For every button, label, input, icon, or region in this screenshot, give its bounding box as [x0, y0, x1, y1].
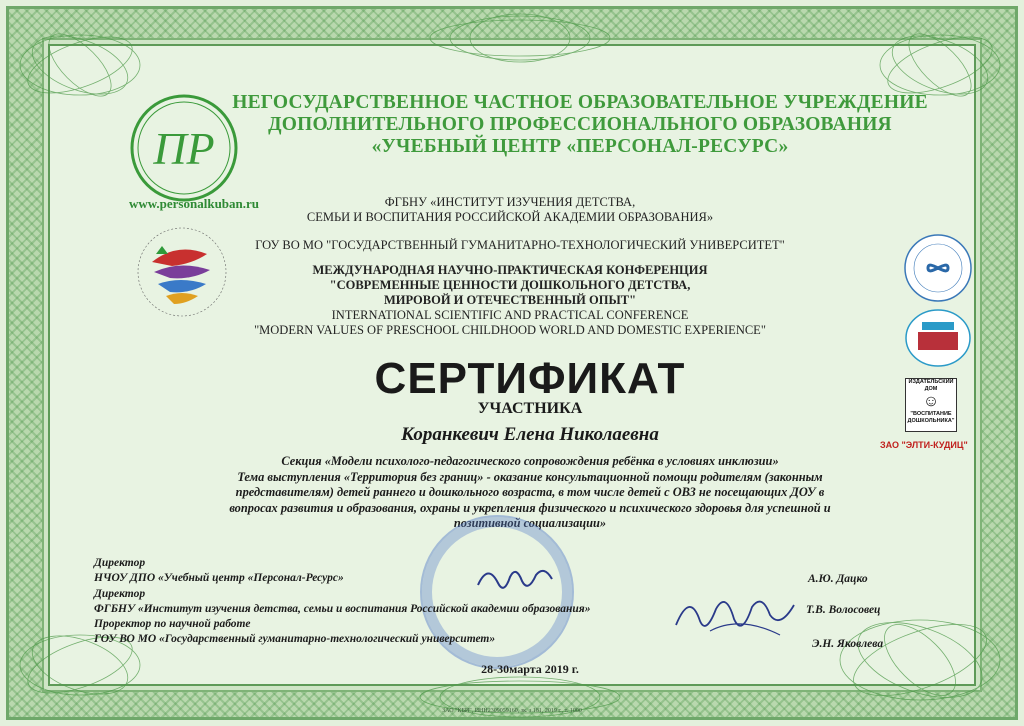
- cohost-1-line-2: СЕМЬИ И ВОСПИТАНИЯ РОССИЙСКОЙ АКАДЕМИИ ОБРАЗОВАНИЯ»: [306, 210, 714, 224]
- personal-resurs-logo: [128, 92, 240, 204]
- cohost-1-line-1: ФГБНУ «ИНСТИТУТ ИЗУЧЕНИЯ ДЕТСТВА,: [384, 195, 636, 209]
- presentation-topic: [150, 454, 910, 532]
- cohost-2: ГОУ ВО МО "ГОСУДАРСТВЕННЫЙ ГУМАНИТАРНО-ТЕХНОЛОГИЧЕСКИЙ УНИВЕРСИТЕТ": [255, 238, 785, 252]
- signatory-1-name: А.Ю. Дацко: [808, 573, 868, 585]
- signature-datsko: [470, 555, 560, 605]
- recipient-name: Коранкевич Елена Николаевна: [401, 424, 659, 445]
- organization-line-2: ДОПОЛНИТЕЛЬНОГО ПРОФЕССИОНАЛЬНОГО ОБРАЗОВАНИЯ: [268, 114, 892, 135]
- signatory-1-role: Директор: [94, 557, 146, 569]
- print-footer: ЗАО "КБИ", ИНН2309059160, зк. з.181, 2019 г., т. 1000: [442, 708, 582, 714]
- signature-volosovets: [670, 585, 800, 645]
- topic-line-3: вопросах развития и образования, охраны и укрепления физического и психического здоровья для успешной и: [229, 500, 831, 515]
- university-emblem-icon: [904, 308, 972, 368]
- infinity-emblem-icon: [902, 232, 974, 304]
- child-figure-icon: ☺: [922, 393, 940, 410]
- organization-line-3: «УЧЕБНЫЙ ЦЕНТР «ПЕРСОНАЛ-РЕСУРС»: [371, 136, 789, 157]
- topic-line-2: представителям) детей раннего и дошкольного возраста, в том числе детей с ОВЗ не посещающих ДОУ в: [235, 485, 825, 499]
- publisher-logo-top-text: ИЗДАТЕЛЬСКИЙ ДОМ: [908, 379, 954, 392]
- section-line: Секция «Модели психолого-педагогического сопровождения ребёнка в условиях инклюзии»: [281, 454, 779, 468]
- signatories-block: [94, 556, 654, 648]
- signatory-3-role: Проректор по научной работе: [94, 618, 251, 631]
- topic-line-4: позитивной социализации»: [453, 516, 607, 530]
- conference-en-line-1: INTERNATIONAL SCIENTIFIC AND PRACTICAL CONFERENCE: [331, 308, 689, 322]
- organization-line-1: НЕГОСУДАРСТВЕННОЕ ЧАСТНОЕ ОБРАЗОВАТЕЛЬНОЕ УЧРЕЖДЕНИЕ: [232, 92, 928, 113]
- organization-heading: [230, 92, 930, 158]
- signatory-3-name: Э.Н. Яковлева: [812, 638, 884, 650]
- conference-en-line-2: "MODERN VALUES OF PRESCHOOL CHILDHOOD WORLD AND DOMESTIC EXPERIENCE": [254, 323, 766, 337]
- signatory-3-org: ГОУ ВО МО «Государственный гуманитарно-технологический университет»: [94, 633, 496, 646]
- event-date: 28-30марта 2019 г.: [481, 662, 579, 676]
- cohost-1: [200, 195, 820, 225]
- conference-ru-line-1: МЕЖДУНАРОДНАЯ НАУЧНО-ПРАКТИЧЕСКАЯ КОНФЕРЕНЦИЯ: [312, 263, 708, 277]
- publisher-logo: [905, 378, 957, 432]
- logo-monogram: ПР: [153, 123, 215, 174]
- topic-line-1: Тема выступления «Территория без границ» - оказание консультационной помощи родителям (законным: [237, 469, 823, 484]
- signatory-1-org: НЧОУ ДПО «Учебный центр «Персонал-Ресурс»: [94, 572, 344, 585]
- signatory-2-name: Т.В. Волосовец: [806, 604, 881, 616]
- publisher-logo-bottom-text: "ВОСПИТАНИЕ ДОШКОЛЬНИКА": [907, 411, 955, 424]
- certificate-subtitle: УЧАСТНИКА: [477, 400, 583, 417]
- eti-kudits-logo: ЗАО "ЭЛТИ-КУДИЦ": [880, 440, 968, 450]
- conference-ru-line-2: "СОВРЕМЕННЫЕ ЦЕННОСТИ ДОШКОЛЬНОГО ДЕТСТВА,: [329, 278, 691, 292]
- conference-hands-logo: [122, 222, 242, 322]
- signatory-2-role: Директор: [94, 587, 146, 600]
- conference-block: [200, 263, 820, 338]
- certificate-title: СЕРТИФИКАТ: [374, 354, 686, 403]
- signatory-2-org: ФГБНУ «Институт изучения детства, семьи и воспитания Российской академии образования»: [94, 602, 591, 615]
- conference-ru-line-3: МИРОВОЙ И ОТЕЧЕСТВЕННЫЙ ОПЫТ": [383, 293, 637, 307]
- website-url: www.personalkuban.ru: [128, 196, 260, 211]
